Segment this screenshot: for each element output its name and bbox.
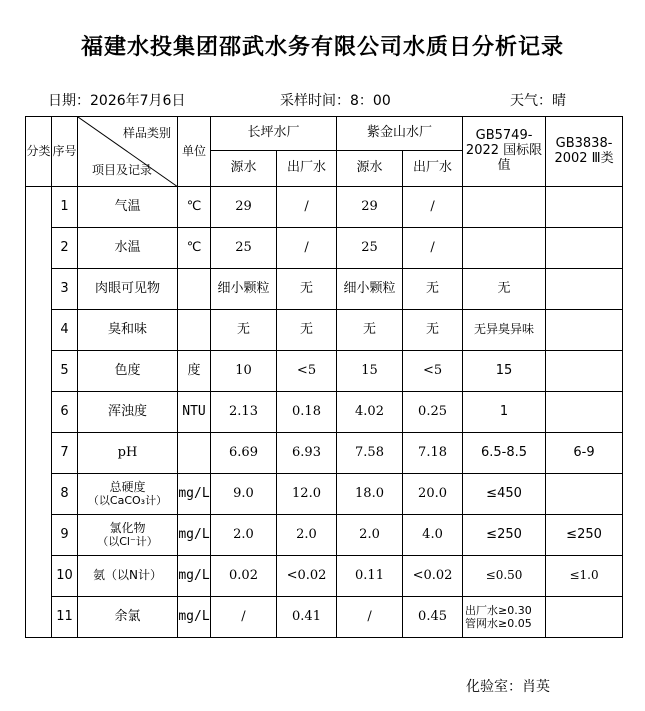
- p1-outlet-value: <5: [277, 351, 337, 392]
- gb5749-limit: 无: [463, 269, 546, 310]
- weather: 天气：晴: [510, 93, 566, 109]
- row-unit: ℃: [178, 228, 211, 269]
- water-quality-table: [25, 116, 623, 638]
- p1-source-value: /: [211, 597, 277, 638]
- gb5749-limit: 无异臭异味: [463, 310, 546, 351]
- header-plant-zijinshan: 紫金山水厂: [337, 117, 463, 151]
- row-no: 3: [52, 269, 78, 310]
- p1-outlet-value: 12.0: [277, 474, 337, 515]
- p2-source-value: 25: [337, 228, 403, 269]
- p2-source-value: /: [337, 597, 403, 638]
- header-category: 分类: [26, 117, 52, 187]
- header-item-record: 项目及记录: [92, 163, 153, 178]
- row-item: 水温: [78, 228, 178, 269]
- p2-source-value: 4.02: [337, 392, 403, 433]
- gb5749-limit: 6.5-8.5: [463, 433, 546, 474]
- p2-source-value: 无: [337, 310, 403, 351]
- header-sample-type: 样品类别: [122, 126, 171, 140]
- p1-source-value: 10: [211, 351, 277, 392]
- p2-source-value: 29: [337, 187, 403, 228]
- header-seq: 序号: [52, 117, 78, 187]
- gb5749-limit: 15: [463, 351, 546, 392]
- p1-outlet-value: 0.18: [277, 392, 337, 433]
- row-unit: NTU: [178, 392, 211, 433]
- header-gb3838: GB3838-2002 Ⅲ类: [546, 117, 623, 187]
- row-no: 10: [52, 556, 78, 597]
- p1-outlet-value: 2.0: [277, 515, 337, 556]
- p2-outlet-value: 无: [403, 269, 463, 310]
- gb3838-limit: ≤1.0: [546, 556, 623, 597]
- p1-source-value: 细小颗粒: [211, 269, 277, 310]
- row-item: 氨（以N计）: [78, 556, 178, 597]
- gb3838-limit: ≤250: [546, 515, 623, 556]
- gb5749-limit: 1: [463, 392, 546, 433]
- p2-source-value: 2.0: [337, 515, 403, 556]
- gb5749-limit-network: 管网水≥0.05: [465, 617, 532, 630]
- p1-outlet-value: 0.41: [277, 597, 337, 638]
- p1-source-value: 2.13: [211, 392, 277, 433]
- row-no: 1: [52, 187, 78, 228]
- header-unit: 单位: [178, 117, 211, 187]
- row-no: 7: [52, 433, 78, 474]
- row-item: 肉眼可见物: [78, 269, 178, 310]
- p2-outlet-value: 20.0: [403, 474, 463, 515]
- gb3838-limit: [546, 187, 623, 228]
- p2-outlet-value: 4.0: [403, 515, 463, 556]
- row-unit: mg/L: [178, 597, 211, 638]
- gb5749-limit: [463, 187, 546, 228]
- p2-outlet-value: 7.18: [403, 433, 463, 474]
- p2-outlet-value: 0.25: [403, 392, 463, 433]
- row-unit: 度: [178, 351, 211, 392]
- p1-outlet-value: <0.02: [277, 556, 337, 597]
- row-item-sub: （以Cl⁻计）: [97, 534, 158, 548]
- gb3838-limit: [546, 228, 623, 269]
- row-item: 浑浊度: [78, 392, 178, 433]
- row-no: 2: [52, 228, 78, 269]
- row-unit: mg/L: [178, 515, 211, 556]
- p2-outlet-value: <5: [403, 351, 463, 392]
- gb5749-limit: [463, 597, 546, 638]
- p1-outlet-value: /: [277, 187, 337, 228]
- p2-source-value: 18.0: [337, 474, 403, 515]
- p1-outlet-value: 无: [277, 310, 337, 351]
- p2-source-value: 15: [337, 351, 403, 392]
- row-item: [78, 515, 178, 556]
- p1-source-value: 25: [211, 228, 277, 269]
- row-no: 6: [52, 392, 78, 433]
- p2-source-value: 0.11: [337, 556, 403, 597]
- header-p2-source: 源水: [337, 151, 403, 187]
- p2-outlet-value: <0.02: [403, 556, 463, 597]
- gb5749-limit: ≤450: [463, 474, 546, 515]
- p2-outlet-value: 0.45: [403, 597, 463, 638]
- p1-outlet-value: /: [277, 228, 337, 269]
- row-no: 4: [52, 310, 78, 351]
- p1-outlet-value: 无: [277, 269, 337, 310]
- row-item-sub: （以CaCO₃计）: [87, 493, 168, 507]
- row-item-main: 氯化物: [109, 520, 146, 535]
- p2-outlet-value: /: [403, 187, 463, 228]
- p1-source-value: 6.69: [211, 433, 277, 474]
- p2-source-value: 细小颗粒: [337, 269, 403, 310]
- gb3838-limit: [546, 310, 623, 351]
- gb5749-limit: ≤0.50: [463, 556, 546, 597]
- gb5749-limit: [463, 228, 546, 269]
- gb3838-limit: [546, 392, 623, 433]
- row-no: 8: [52, 474, 78, 515]
- row-no: 5: [52, 351, 78, 392]
- gb3838-limit: 6-9: [546, 433, 623, 474]
- header-p1-source: 源水: [211, 151, 277, 187]
- lab-signature: 化验室：肖英: [466, 679, 550, 695]
- row-unit: ℃: [178, 187, 211, 228]
- row-unit: mg/L: [178, 474, 211, 515]
- row-unit: [178, 269, 211, 310]
- row-item: [78, 474, 178, 515]
- p1-source-value: 29: [211, 187, 277, 228]
- record-date: 日期：2026年7月6日: [48, 93, 186, 109]
- row-item: 臭和味: [78, 310, 178, 351]
- header-p1-outlet: 出厂水: [277, 151, 337, 187]
- row-item: 余氯: [78, 597, 178, 638]
- gb5749-limit-outlet: 出厂水≥0.30: [465, 603, 532, 617]
- row-unit: [178, 310, 211, 351]
- row-item-main: 总硬度: [109, 479, 146, 494]
- p2-outlet-value: /: [403, 228, 463, 269]
- p1-source-value: 0.02: [211, 556, 277, 597]
- row-no: 9: [52, 515, 78, 556]
- sample-time: 采样时间：8：00: [280, 93, 391, 109]
- row-item: pH: [78, 433, 178, 474]
- gb3838-limit: [546, 269, 623, 310]
- gb3838-limit: [546, 474, 623, 515]
- row-item: 气温: [78, 187, 178, 228]
- header-diagonal-cell: [78, 117, 178, 187]
- header-gb5749: GB5749-2022 国标限值: [463, 117, 546, 187]
- row-no: 11: [52, 597, 78, 638]
- header-p2-outlet: 出厂水: [403, 151, 463, 187]
- row-unit: mg/L: [178, 556, 211, 597]
- p1-source-value: 9.0: [211, 474, 277, 515]
- page-title: 福建水投集团邵武水务有限公司水质日分析记录: [80, 35, 564, 60]
- p1-outlet-value: 6.93: [277, 433, 337, 474]
- p1-source-value: 2.0: [211, 515, 277, 556]
- category-cell: [26, 187, 52, 638]
- gb5749-limit: ≤250: [463, 515, 546, 556]
- row-unit: [178, 433, 211, 474]
- gb3838-limit: [546, 351, 623, 392]
- p2-outlet-value: 无: [403, 310, 463, 351]
- p2-source-value: 7.58: [337, 433, 403, 474]
- row-item: 色度: [78, 351, 178, 392]
- gb3838-limit: [546, 597, 623, 638]
- p1-source-value: 无: [211, 310, 277, 351]
- header-plant-changping: 长坪水厂: [211, 117, 337, 151]
